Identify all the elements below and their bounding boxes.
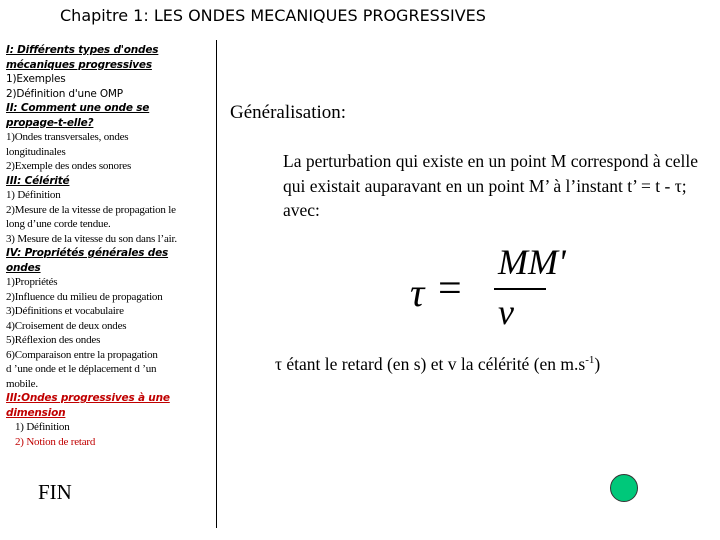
outline-item[interactable]: 1)Ondes transversales, ondes: [6, 131, 129, 143]
fraction-bar: [494, 288, 546, 290]
outline-item[interactable]: II: Comment une onde se: [6, 102, 150, 114]
definition-text: La perturbation qui existe en un point M correspond à celle qui existait auparavant en un point M’ à l’instant t’ = t - τ; avec:: [283, 151, 699, 220]
outline-item[interactable]: 3)Définitions et vocabulaire: [6, 305, 124, 317]
slide-title: Chapitre 1: LES ONDES MECANIQUES PROGRESSIVES: [60, 6, 486, 25]
outline-item[interactable]: 3) Mesure de la vitesse du son dans l’air.: [6, 232, 177, 245]
formula-lhs: τ: [410, 270, 425, 315]
outline-item[interactable]: 2)Exemple des ondes sonores: [6, 160, 132, 172]
outline-item[interactable]: 2) Notion de retard: [15, 435, 96, 448]
next-slide-button[interactable]: [610, 474, 638, 502]
outline-item[interactable]: ondes: [6, 261, 41, 274]
section-heading: Généralisation:: [230, 102, 347, 123]
formula-numerator: MM': [498, 242, 566, 282]
outline-item[interactable]: mécaniques progressives: [6, 58, 152, 71]
outline-item[interactable]: 1) Définition: [6, 189, 61, 201]
divider: [216, 40, 217, 528]
outline-item[interactable]: 6)Comparaison entre la propagation: [6, 348, 158, 361]
formula-equals: =: [438, 266, 462, 312]
outline-item[interactable]: 1) Définition: [15, 421, 70, 433]
outline-item[interactable]: long d’une corde tendue.: [6, 218, 111, 230]
outline-item[interactable]: d ’une onde et le déplacement d ’un: [6, 363, 157, 375]
outline-sidebar: [6, 43, 216, 449]
outline-item[interactable]: 2)Influence du milieu de propagation: [6, 290, 163, 303]
outline-item[interactable]: 2)Mesure de la vitesse de propagation le: [6, 203, 176, 216]
outline-item[interactable]: 4)Croisement de deux ondes: [6, 319, 127, 332]
outline-item[interactable]: IV: Propriétés générales des: [6, 247, 169, 259]
outline-item[interactable]: 2)Définition d'une OMP: [6, 87, 123, 100]
outline-item[interactable]: longitudinales: [6, 145, 66, 158]
outline-item[interactable]: III:Ondes progressives à une: [6, 392, 170, 404]
outline-item[interactable]: 5)Réflexion des ondes: [6, 334, 101, 346]
outline-item[interactable]: propage-t-elle?: [6, 116, 94, 129]
outline-item[interactable]: mobile.: [6, 377, 38, 390]
formula-denominator: v: [498, 292, 514, 332]
outline-item[interactable]: dimension: [6, 406, 66, 419]
outline-item[interactable]: I: Différents types d'ondes: [6, 44, 159, 56]
outline-item[interactable]: 1)Exemples: [6, 73, 66, 85]
outline-item[interactable]: III: Célérité: [6, 174, 70, 187]
outline-item[interactable]: 1)Propriétés: [6, 276, 58, 288]
formula-note: τ étant le retard (en s) et v la célérité (en $m.s^{-1}$): [275, 354, 601, 374]
fin-link[interactable]: FIN: [38, 480, 72, 504]
